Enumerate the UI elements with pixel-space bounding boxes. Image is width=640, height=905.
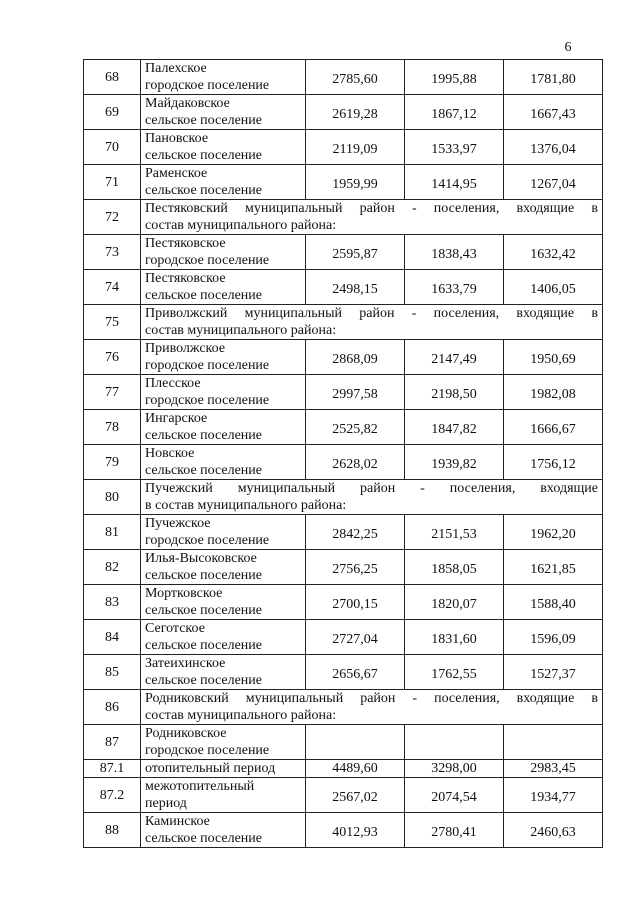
district-header-line-2: в состав муниципального района: xyxy=(145,498,347,513)
settlement-name-cell xyxy=(141,813,306,848)
row-number: 80 xyxy=(84,480,141,515)
value-cell-2: 2074,54 xyxy=(405,778,504,813)
settlement-name-cell xyxy=(141,60,306,95)
settlement-name: отопительный период xyxy=(145,761,276,776)
row-number: 73 xyxy=(84,235,141,270)
settlement-type: сельское поселение xyxy=(145,183,262,198)
settlement-name: Ингарское xyxy=(145,411,208,426)
table-row xyxy=(84,813,603,848)
settlement-name: Палехское xyxy=(145,61,207,76)
district-header-line-1: Родниковский муниципальный район - поселения, входящие в xyxy=(145,691,598,706)
row-number: 77 xyxy=(84,375,141,410)
row-number: 86 xyxy=(84,690,141,725)
settlement-type: городское поселение xyxy=(145,358,270,373)
table-row xyxy=(84,550,603,585)
district-header-line-2: состав муниципального района: xyxy=(145,323,337,338)
table-row xyxy=(84,60,603,95)
value-cell-2: 1831,60 xyxy=(405,620,504,655)
settlement-name-cell xyxy=(141,270,306,305)
table-row xyxy=(84,725,603,760)
table-row xyxy=(84,375,603,410)
settlement-type: городское поселение xyxy=(145,743,270,758)
value-cell-2: 1847,82 xyxy=(405,410,504,445)
value-cell-1: 2842,25 xyxy=(306,515,405,550)
value-cell-1: 2700,15 xyxy=(306,585,405,620)
settlement-name-cell xyxy=(141,235,306,270)
value-cell-3: 1406,05 xyxy=(504,270,603,305)
table-row xyxy=(84,690,603,725)
settlement-name: Плесское xyxy=(145,376,201,391)
value-cell-3: 1666,67 xyxy=(504,410,603,445)
value-cell-3: 1621,85 xyxy=(504,550,603,585)
settlement-name-cell xyxy=(141,445,306,480)
district-header-line-1: Пучежский муниципальный район - поселения, входящие xyxy=(145,481,598,496)
value-cell-1: 4489,60 xyxy=(306,760,405,778)
value-cell-3: 1667,43 xyxy=(504,95,603,130)
value-cell-3: 1588,40 xyxy=(504,585,603,620)
settlement-name-cell xyxy=(141,340,306,375)
settlement-type: период xyxy=(145,796,187,811)
value-cell-1: 2119,09 xyxy=(306,130,405,165)
settlement-type: сельское поселение xyxy=(145,673,262,688)
table-row xyxy=(84,130,603,165)
value-cell-3: 2460,63 xyxy=(504,813,603,848)
settlement-type: городское поселение xyxy=(145,393,270,408)
settlement-name-cell xyxy=(141,620,306,655)
settlement-type: городское поселение xyxy=(145,533,270,548)
value-cell-3: 1596,09 xyxy=(504,620,603,655)
value-cell-3: 1982,08 xyxy=(504,375,603,410)
value-cell-1: 2525,82 xyxy=(306,410,405,445)
row-number: 76 xyxy=(84,340,141,375)
value-cell-1: 2997,58 xyxy=(306,375,405,410)
table-row xyxy=(84,778,603,813)
table-row xyxy=(84,165,603,200)
tariff-table xyxy=(83,59,603,848)
row-number: 70 xyxy=(84,130,141,165)
value-cell-1: 2619,28 xyxy=(306,95,405,130)
value-cell-3: 1781,80 xyxy=(504,60,603,95)
settlement-name: Приволжское xyxy=(145,341,226,356)
settlement-name-cell xyxy=(141,130,306,165)
table-row xyxy=(84,95,603,130)
value-cell-3 xyxy=(504,725,603,760)
value-cell-1: 2756,25 xyxy=(306,550,405,585)
settlement-name: Пановское xyxy=(145,131,209,146)
table-row xyxy=(84,760,603,778)
settlement-type: сельское поселение xyxy=(145,638,262,653)
district-header-line-2: состав муниципального района: xyxy=(145,708,337,723)
settlement-type: сельское поселение xyxy=(145,428,262,443)
table-row xyxy=(84,340,603,375)
settlement-name: Новское xyxy=(145,446,195,461)
value-cell-2: 1939,82 xyxy=(405,445,504,480)
settlement-name-cell xyxy=(141,725,306,760)
settlement-name: Раменское xyxy=(145,166,208,181)
settlement-type: сельское поселение xyxy=(145,288,262,303)
settlement-name: Пестяковское xyxy=(145,271,226,286)
district-header-cell xyxy=(141,690,603,725)
row-number: 69 xyxy=(84,95,141,130)
settlement-name-cell xyxy=(141,585,306,620)
value-cell-3: 1267,04 xyxy=(504,165,603,200)
settlement-type: сельское поселение xyxy=(145,831,262,846)
table-row xyxy=(84,235,603,270)
value-cell-1: 2656,67 xyxy=(306,655,405,690)
value-cell-3: 1527,37 xyxy=(504,655,603,690)
settlement-name: Родниковское xyxy=(145,726,227,741)
value-cell-2: 3298,00 xyxy=(405,760,504,778)
value-cell-1: 2595,87 xyxy=(306,235,405,270)
settlement-name: Пестяковское xyxy=(145,236,226,251)
value-cell-1: 2868,09 xyxy=(306,340,405,375)
table-row xyxy=(84,305,603,340)
settlement-type: сельское поселение xyxy=(145,148,262,163)
table-row xyxy=(84,480,603,515)
row-number: 79 xyxy=(84,445,141,480)
row-number: 72 xyxy=(84,200,141,235)
table-row xyxy=(84,445,603,480)
value-cell-2: 1838,43 xyxy=(405,235,504,270)
value-cell-2: 1633,79 xyxy=(405,270,504,305)
settlement-name-cell xyxy=(141,165,306,200)
settlement-name: Сеготское xyxy=(145,621,205,636)
settlement-type: сельское поселение xyxy=(145,463,262,478)
value-cell-3: 1632,42 xyxy=(504,235,603,270)
row-number: 81 xyxy=(84,515,141,550)
value-cell-1: 2785,60 xyxy=(306,60,405,95)
value-cell-1: 1959,99 xyxy=(306,165,405,200)
value-cell-3: 2983,45 xyxy=(504,760,603,778)
value-cell-1: 2567,02 xyxy=(306,778,405,813)
value-cell-2: 1762,55 xyxy=(405,655,504,690)
settlement-name: Майдаковское xyxy=(145,96,230,111)
value-cell-2: 2780,41 xyxy=(405,813,504,848)
value-cell-3: 1756,12 xyxy=(504,445,603,480)
value-cell-3: 1376,04 xyxy=(504,130,603,165)
settlement-type: городское поселение xyxy=(145,253,270,268)
table-row xyxy=(84,585,603,620)
value-cell-1: 2727,04 xyxy=(306,620,405,655)
row-number: 85 xyxy=(84,655,141,690)
settlement-type: сельское поселение xyxy=(145,113,262,128)
district-header-line-2: состав муниципального района: xyxy=(145,218,337,233)
table-row xyxy=(84,655,603,690)
row-number: 84 xyxy=(84,620,141,655)
row-number: 75 xyxy=(84,305,141,340)
value-cell-3: 1950,69 xyxy=(504,340,603,375)
district-header-cell xyxy=(141,200,603,235)
value-cell-2: 1858,05 xyxy=(405,550,504,585)
value-cell-2: 1995,88 xyxy=(405,60,504,95)
row-number: 88 xyxy=(84,813,141,848)
settlement-name-cell xyxy=(141,778,306,813)
district-header-line-1: Пестяковский муниципальный район - поселения, входящие в xyxy=(145,201,598,216)
table-row xyxy=(84,410,603,445)
row-number: 83 xyxy=(84,585,141,620)
settlement-name: Пучежское xyxy=(145,516,211,531)
settlement-type: сельское поселение xyxy=(145,568,262,583)
page-number: 6 xyxy=(564,40,572,55)
settlement-name: Илья-Высоковское xyxy=(145,551,257,566)
value-cell-3: 1934,77 xyxy=(504,778,603,813)
settlement-name-cell xyxy=(141,410,306,445)
row-number: 71 xyxy=(84,165,141,200)
value-cell-1: 2498,15 xyxy=(306,270,405,305)
row-number: 87.1 xyxy=(84,760,141,778)
settlement-name-cell xyxy=(141,760,306,778)
settlement-name: Затеихинское xyxy=(145,656,226,671)
row-number: 68 xyxy=(84,60,141,95)
settlement-name: межотопительный xyxy=(145,779,255,794)
settlement-name-cell xyxy=(141,375,306,410)
district-header-cell xyxy=(141,305,603,340)
district-header-cell xyxy=(141,480,603,515)
table-row xyxy=(84,620,603,655)
value-cell-1: 2628,02 xyxy=(306,445,405,480)
settlement-name: Каминское xyxy=(145,814,210,829)
value-cell-1 xyxy=(306,725,405,760)
value-cell-2: 1820,07 xyxy=(405,585,504,620)
table-row xyxy=(84,200,603,235)
settlement-name-cell xyxy=(141,550,306,585)
value-cell-3: 1962,20 xyxy=(504,515,603,550)
value-cell-2: 1414,95 xyxy=(405,165,504,200)
row-number: 87 xyxy=(84,725,141,760)
settlement-name-cell xyxy=(141,95,306,130)
settlement-name: Мортковское xyxy=(145,586,223,601)
value-cell-2: 2198,50 xyxy=(405,375,504,410)
row-number: 87.2 xyxy=(84,778,141,813)
value-cell-2: 2151,53 xyxy=(405,515,504,550)
settlement-name-cell xyxy=(141,515,306,550)
table-body xyxy=(84,60,603,848)
value-cell-2 xyxy=(405,725,504,760)
value-cell-2: 2147,49 xyxy=(405,340,504,375)
value-cell-2: 1867,12 xyxy=(405,95,504,130)
row-number: 74 xyxy=(84,270,141,305)
settlement-type: сельское поселение xyxy=(145,603,262,618)
value-cell-1: 4012,93 xyxy=(306,813,405,848)
table-row xyxy=(84,270,603,305)
district-header-line-1: Приволжский муниципальный район - поселения, входящие в xyxy=(145,306,598,321)
row-number: 82 xyxy=(84,550,141,585)
settlement-name-cell xyxy=(141,655,306,690)
table-row xyxy=(84,515,603,550)
value-cell-2: 1533,97 xyxy=(405,130,504,165)
row-number: 78 xyxy=(84,410,141,445)
settlement-type: городское поселение xyxy=(145,78,270,93)
